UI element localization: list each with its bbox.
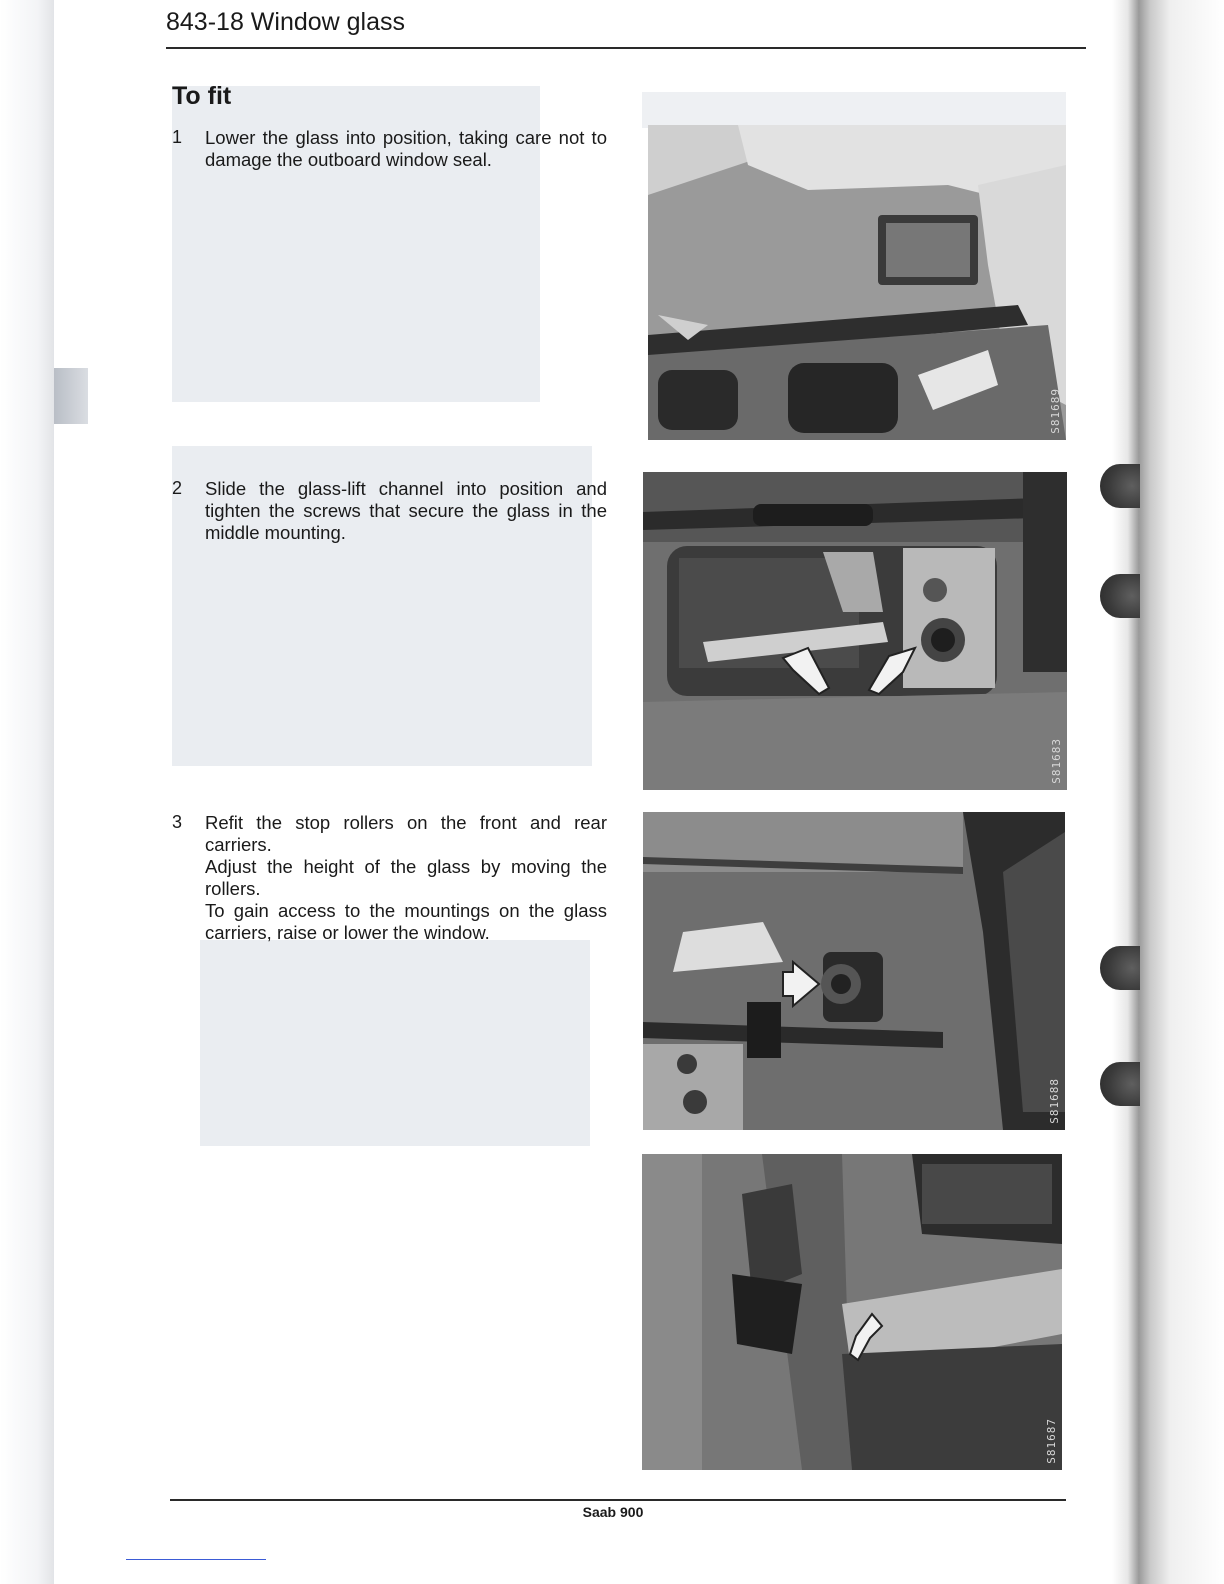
show-through-block [642, 92, 1066, 128]
step-3-line-1: Refit the stop rollers on the front and rear carriers. [205, 812, 607, 855]
binder-hole [1100, 574, 1140, 618]
binder-hole [1100, 464, 1140, 508]
step-3-line-2: Adjust the height of the glass by moving the rollers. [205, 856, 607, 899]
step-2-number: 2 [172, 478, 183, 498]
binder-hole [1100, 946, 1140, 990]
bottom-underline-mark [126, 1559, 266, 1560]
photo-glass-carrier-mounting [642, 1154, 1062, 1470]
binder-edge-shadow [1112, 0, 1224, 1584]
step-3-text [205, 812, 607, 944]
photo-code: S81689 [1049, 388, 1062, 434]
step-2-text: Slide the glass-lift channel into position and tighten the screws that secure the glass in the middle mounting. [205, 478, 607, 543]
header-rule [166, 47, 1086, 49]
footer-rule [170, 1499, 1066, 1501]
photo-glass-lowering [648, 125, 1066, 440]
photo-code: S81688 [1048, 1078, 1061, 1124]
photo-code: S81683 [1050, 738, 1063, 784]
footer-model-name: Saab 900 [582, 1504, 644, 1520]
page-left-shadow [0, 0, 54, 1584]
step-3-line-3: To gain access to the mountings on the glass carriers, raise or lower the window. [205, 900, 607, 943]
section-edge-tab [54, 368, 88, 424]
photo-code: S81687 [1045, 1418, 1058, 1464]
step-3-number: 3 [172, 812, 183, 832]
step-1-text: Lower the glass into position, taking care not to damage the outboard window seal. [205, 127, 607, 170]
show-through-block [200, 940, 590, 1146]
photo-glass-lift-channel [643, 472, 1067, 790]
section-title: To fit [172, 82, 232, 110]
binder-hole [1100, 1062, 1140, 1106]
page-header-title: 843-18 Window glass [166, 8, 406, 36]
photo-stop-rollers [643, 812, 1065, 1130]
step-1-number: 1 [172, 127, 183, 147]
